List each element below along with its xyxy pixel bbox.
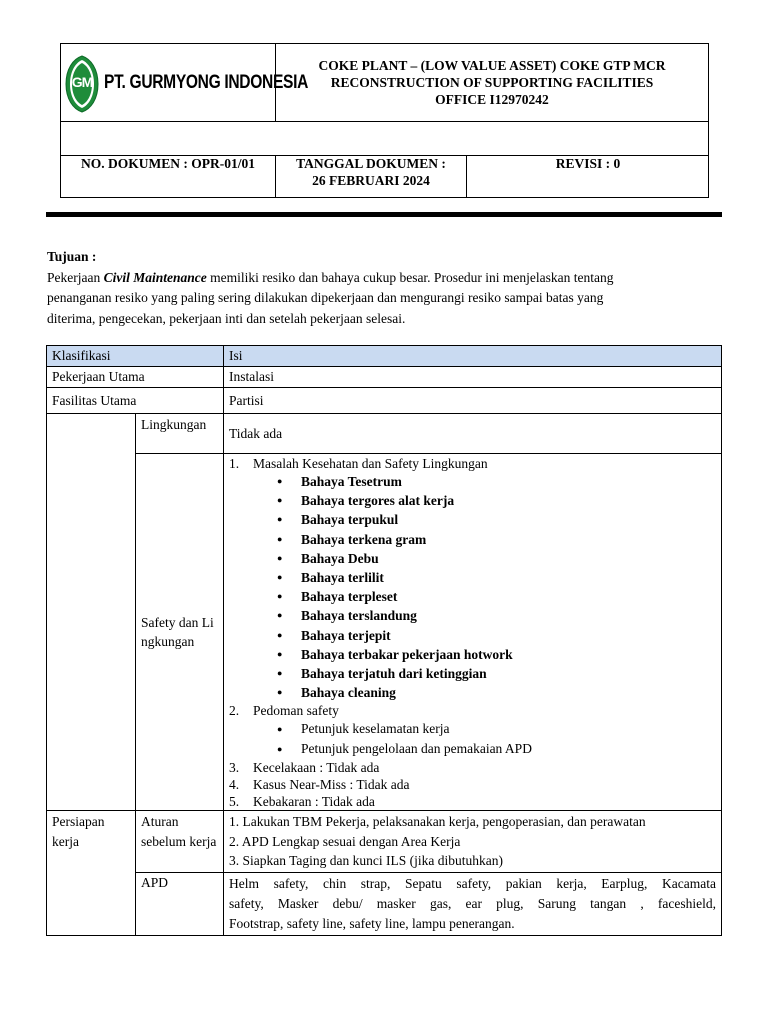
document-number: NO. DOKUMEN : OPR-01/01: [81, 156, 255, 171]
list-item: ● Bahaya terkena gram: [301, 530, 716, 549]
table-row: [47, 811, 722, 873]
list-item: [229, 455, 716, 702]
apd-content: [224, 872, 722, 935]
col-header-isi: Isi: [224, 346, 722, 367]
main-work-label: Pekerjaan Utama: [47, 367, 224, 388]
document-date: [276, 155, 466, 189]
list-item: ● Bahaya terjatuh dari ketinggian: [301, 664, 716, 683]
purpose-text-line: diterima, pengecekan, pekerjaan inti dan setelah pekerjaan selesai.: [47, 310, 406, 326]
list-item: ● Bahaya terslandung: [301, 606, 716, 625]
hazard-list: [253, 472, 716, 702]
procedure-table: [46, 345, 722, 936]
list-text: Masalah Kesehatan dan Safety Lingkungan: [253, 456, 488, 471]
list-item: 1. Lakukan TBM Pekerja, pelaksanakan kerja, pengoperasian, dan perawatan: [229, 814, 646, 830]
main-facility-label: Fasilitas Utama: [47, 388, 224, 414]
purpose-emphasis: Civil Maintenance: [103, 269, 207, 285]
list-number: 4.: [229, 777, 240, 793]
col-header-klasifikasi: Klasifikasi: [47, 346, 224, 367]
apd-label: APD: [136, 872, 224, 935]
title-line: RECONSTRUCTION OF SUPPORTING FACILITIES: [330, 75, 654, 90]
purpose-text: [47, 268, 727, 289]
table-row: [47, 454, 722, 811]
guideline-list: [253, 719, 716, 759]
list-text: Kebakaran : Tidak ada: [253, 794, 375, 810]
list-text: Kasus Near-Miss : Tidak ada: [253, 777, 410, 793]
list-item: [229, 793, 716, 810]
apd-line: Footstrap, safety line, safety line, lampu penerangan.: [229, 915, 515, 931]
document-title: [276, 57, 708, 108]
rules-label: Aturan sebelum kerja: [136, 811, 224, 873]
table-row: [47, 367, 722, 388]
safety-list: [229, 455, 716, 810]
document-date-value: 26 FEBRUARI 2024: [312, 173, 430, 188]
list-number: 3.: [229, 760, 240, 776]
list-number: 2.: [229, 703, 240, 719]
header-rule: [46, 212, 722, 217]
list-item: ● Petunjuk pengelolaan dan pemakaian APD: [301, 739, 716, 759]
list-item: ● Bahaya Debu: [301, 549, 716, 568]
purpose-heading: Tujuan :: [47, 249, 97, 264]
document-revision: REVISI : 0: [555, 156, 621, 171]
list-item: [229, 759, 716, 776]
list-text: Kecelakaan : Tidak ada: [253, 760, 380, 776]
document-date-label: TANGGAL DOKUMEN :: [296, 156, 446, 171]
rules-content: [224, 811, 722, 873]
list-number: 5.: [229, 794, 240, 810]
main-work-value: Instalasi: [224, 367, 722, 388]
company-name: PT. GURMYONG INDONESIA: [104, 72, 309, 93]
list-item: [229, 776, 716, 793]
list-item: ● Bahaya terpukul: [301, 510, 716, 529]
header-divider: [60, 121, 709, 122]
table-row: [47, 388, 722, 414]
list-item: ● Bahaya terpleset: [301, 587, 716, 606]
list-item: ● Petunjuk keselamatan kerja: [301, 719, 716, 739]
safety-label: Safety dan Lingkungan: [136, 454, 224, 811]
safety-content: [224, 454, 722, 811]
purpose-section: [47, 247, 727, 329]
list-item: 3. Siapkan Taging dan kunci ILS (jika dibutuhkan): [229, 853, 504, 869]
table-row: [47, 872, 722, 935]
table-header-row: [47, 346, 722, 367]
prep-label: Persiapan kerja: [47, 811, 136, 936]
company-logo: [64, 55, 309, 113]
main-facility-value: Partisi: [224, 388, 722, 414]
list-item: ● Bahaya Tesetrum: [301, 472, 716, 491]
list-number: 1.: [229, 456, 240, 471]
list-item: ● Bahaya tergores alat kerja: [301, 491, 716, 510]
list-item: 2. APD Lengkap sesuai dengan Area Kerja: [229, 833, 461, 849]
purpose-text-start: Pekerjaan: [47, 269, 104, 285]
apd-line: Helm safety, chin strap, Sepatu safety, pakian kerja, Earplug, Kacamata: [229, 875, 716, 891]
env-label: Lingkungan: [136, 414, 224, 454]
title-line: COKE PLANT – (LOW VALUE ASSET) COKE GTP MCR: [318, 58, 666, 73]
list-item: [229, 702, 716, 759]
table-row: [47, 414, 722, 454]
list-item: ● Bahaya terjepit: [301, 626, 716, 645]
apd-line: safety, Masker debu/ masker gas, ear plug, Sarung tangan , faceshield,: [229, 895, 716, 911]
list-item: ● Bahaya cleaning: [301, 683, 716, 702]
list-item: ● Bahaya terlilit: [301, 568, 716, 587]
env-value: Tidak ada: [224, 414, 722, 454]
title-line: OFFICE I12970242: [435, 92, 549, 107]
list-item: ● Bahaya terbakar pekerjaan hotwork: [301, 645, 716, 664]
logo-initials: GM: [71, 74, 93, 90]
empty-category-cell: [47, 414, 136, 811]
purpose-text-line: penanganan resiko yang paling sering dilakukan dipekerjaan dan mengurangi resiko sampai batas yang: [47, 290, 604, 305]
purpose-text-rest: memiliki resiko dan bahaya cukup besar. Prosedur ini menjelaskan tentang: [206, 269, 614, 285]
list-text: Pedoman safety: [253, 703, 339, 719]
